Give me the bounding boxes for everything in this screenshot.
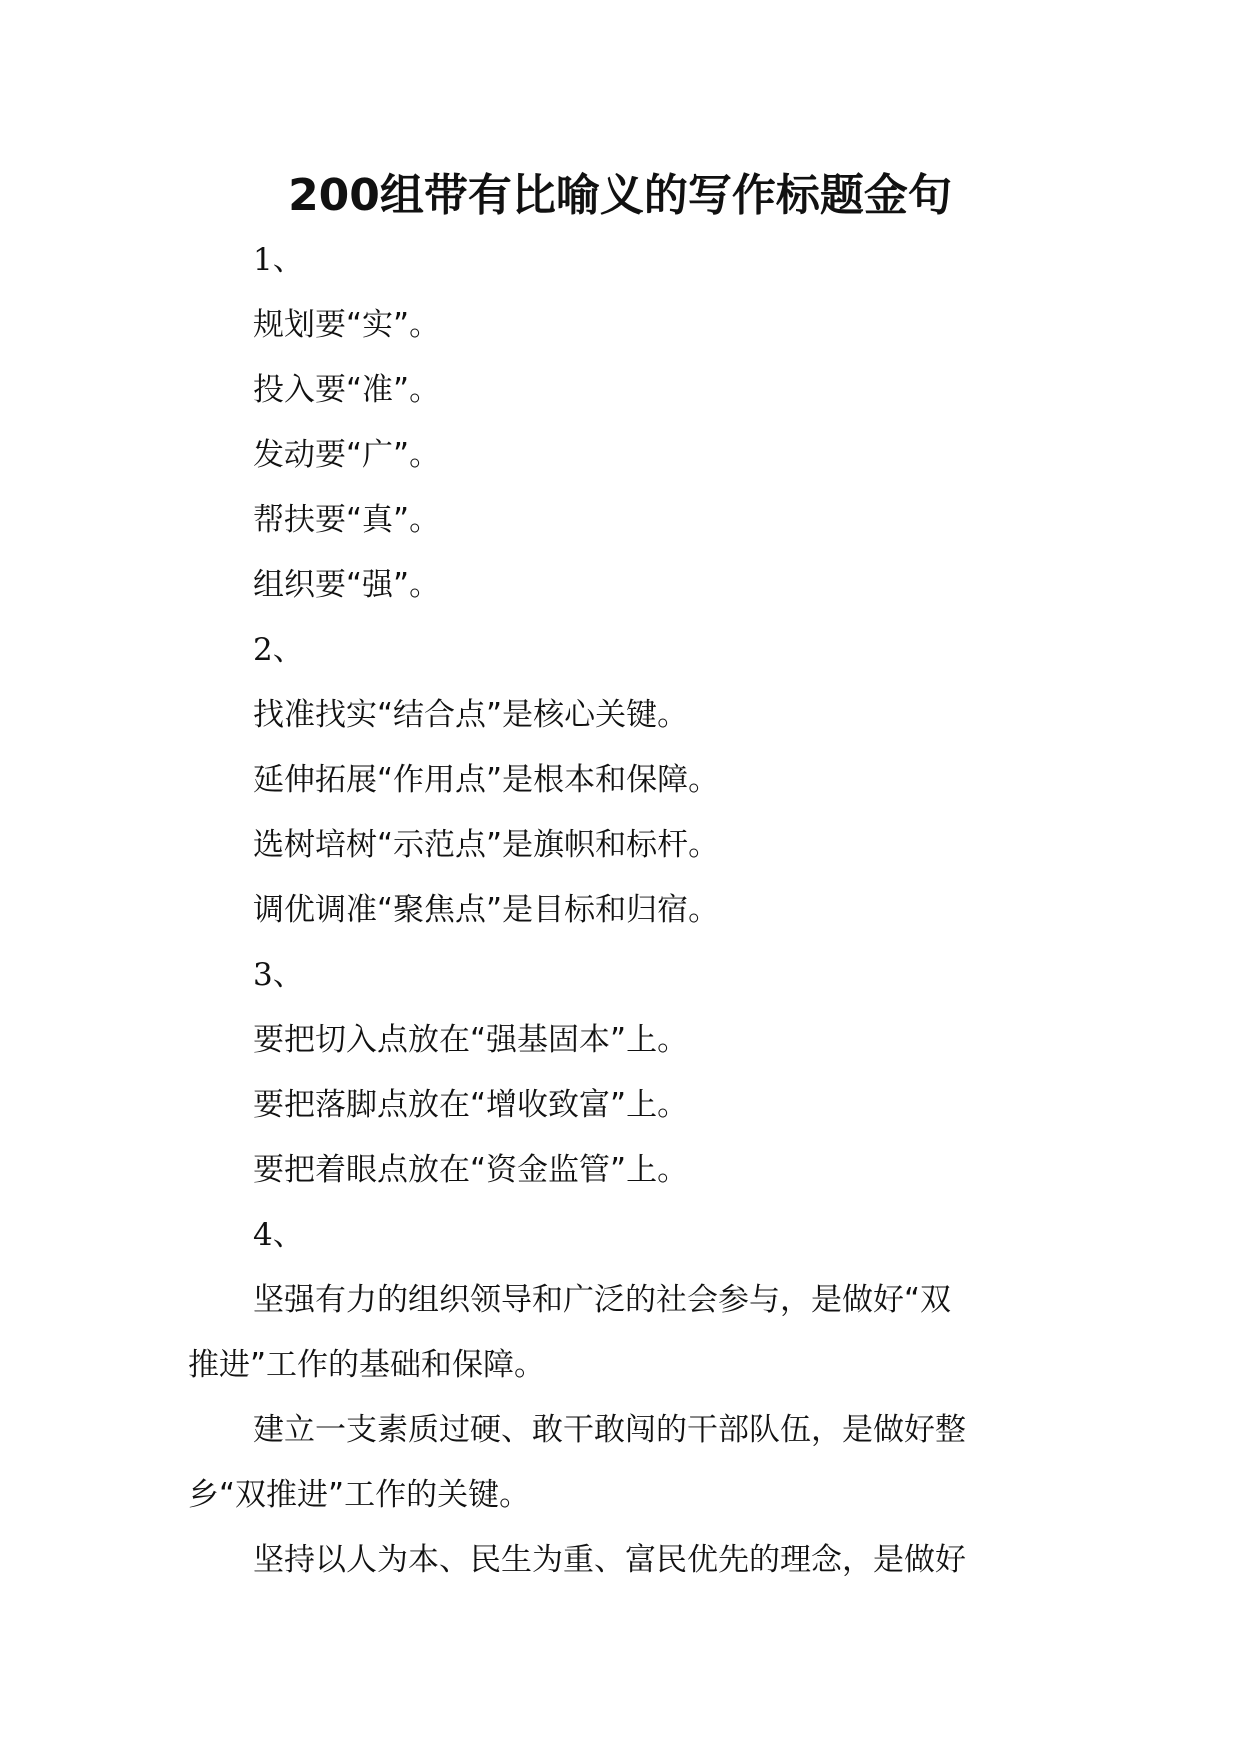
paragraph-line: 坚强有力的组织领导和广泛的社会参与，是做好“双 [253, 1282, 952, 1318]
text-line: 规划要“实”。 [253, 307, 441, 343]
text-line: 要把切入点放在“强基固本”上。 [253, 1022, 689, 1058]
text-line: 延伸拓展“作用点”是根本和保障。 [253, 762, 720, 798]
text-line: 找准找实“结合点”是核心关键。 [253, 697, 689, 733]
text-line: 选树培树“示范点”是旗帜和标杆。 [253, 827, 720, 863]
text-line: 帮扶要“真”。 [253, 502, 441, 538]
paragraph-line: 推进”工作的基础和保障。 [188, 1347, 546, 1383]
text-line: 投入要“准”。 [253, 372, 441, 408]
document-title: 200组带有比喻义的写作标题金句 [288, 170, 952, 221]
text-line: 要把着眼点放在“资金监管”上。 [253, 1152, 689, 1188]
section-number-3: 3、 [253, 957, 304, 993]
document-body [188, 228, 1052, 1593]
paragraph-line: 坚持以人为本、民生为重、富民优先的理念，是做好 [253, 1542, 966, 1578]
text-line: 组织要“强”。 [253, 567, 441, 603]
section-number-4: 4、 [253, 1217, 304, 1253]
section-number-2: 2、 [253, 632, 304, 668]
text-line: 发动要“广”。 [253, 437, 441, 473]
text-line: 调优调准“聚焦点”是目标和归宿。 [253, 892, 720, 928]
text-line: 要把落脚点放在“增收致富”上。 [253, 1087, 689, 1123]
section-number-1: 1、 [253, 242, 304, 278]
paragraph-line: 乡“双推进”工作的关键。 [188, 1477, 531, 1513]
paragraph-line: 建立一支素质过硬、敢干敢闯的干部队伍，是做好整 [253, 1412, 966, 1448]
